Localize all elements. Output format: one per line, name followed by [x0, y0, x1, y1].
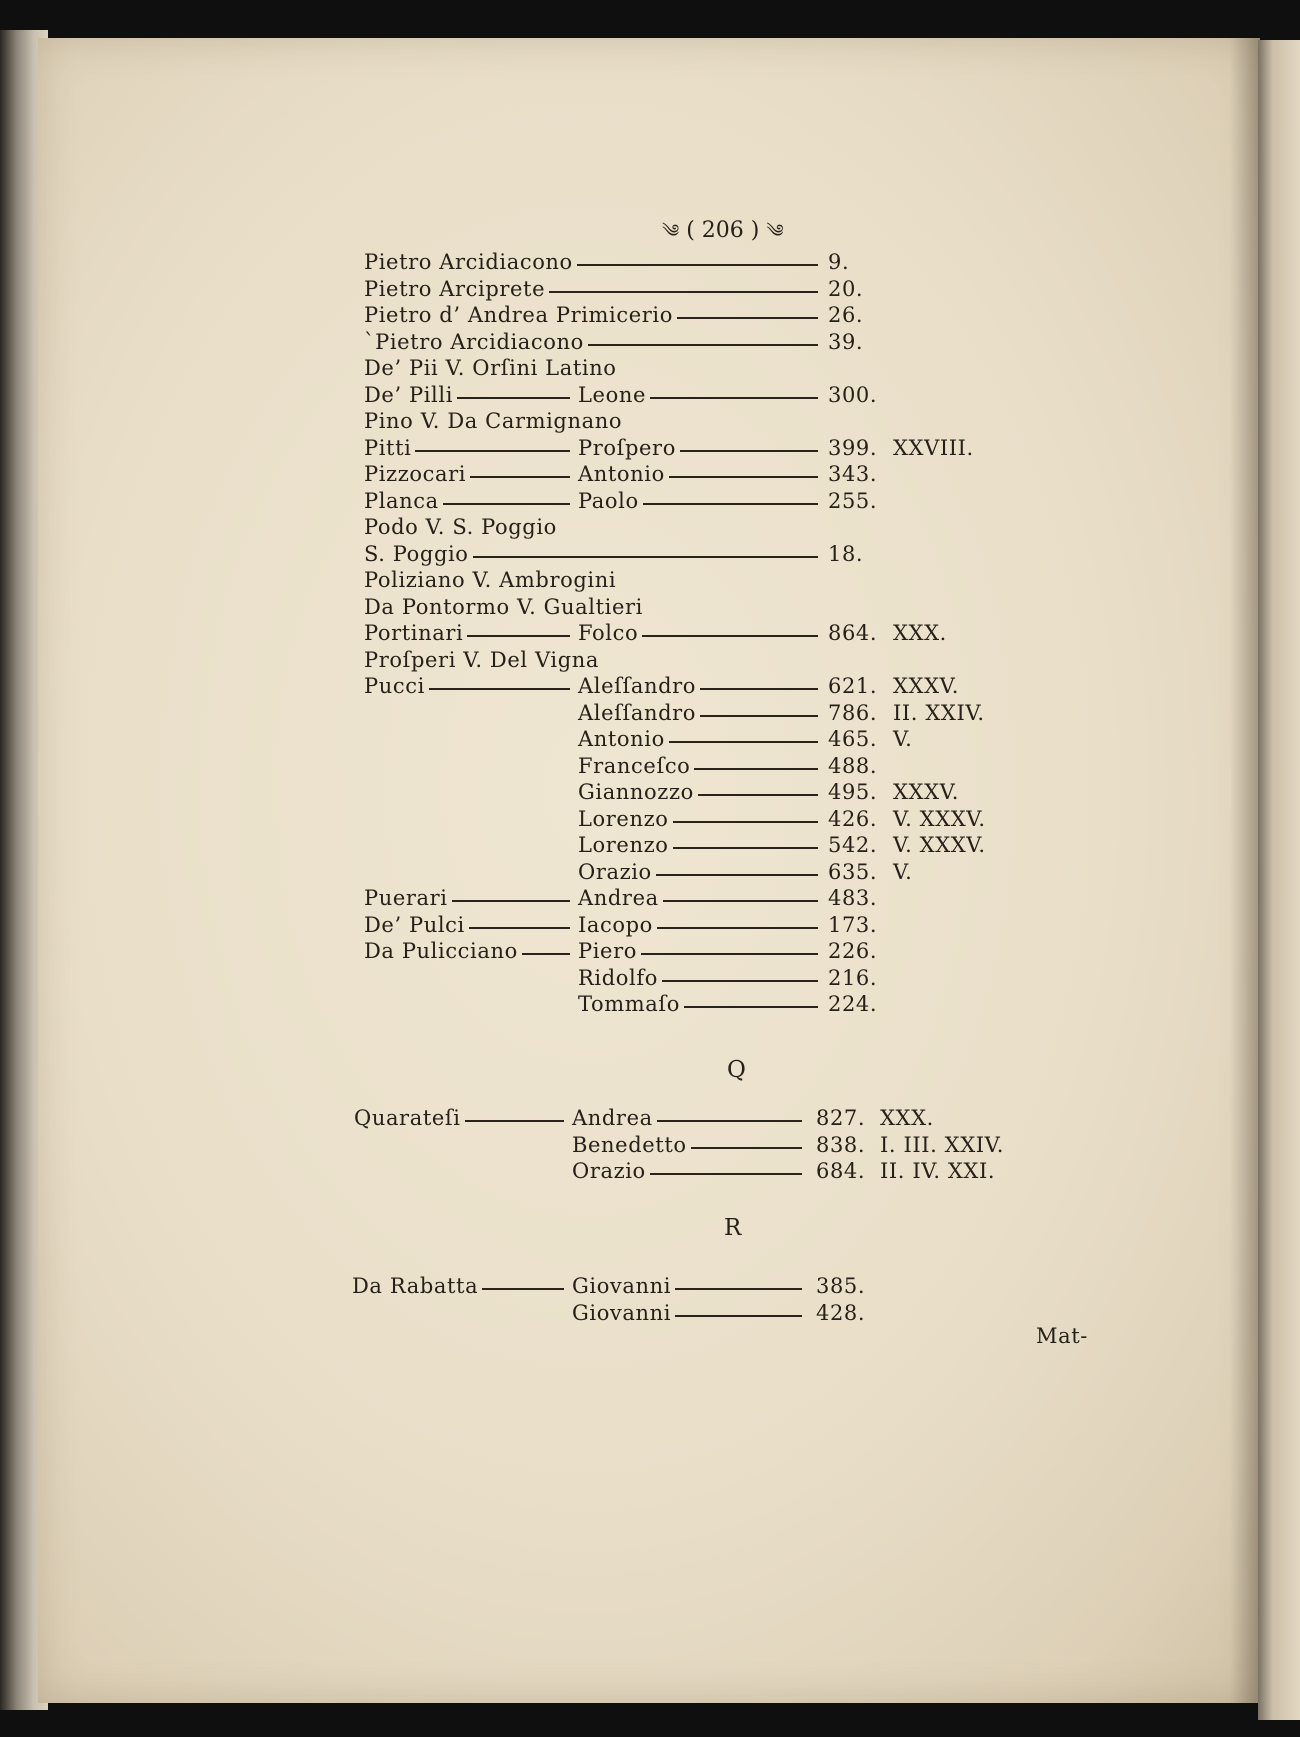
leader-dash	[677, 317, 818, 319]
entry-given-name: Lorenzo	[578, 833, 669, 857]
section-letter-r: R	[724, 1215, 742, 1241]
entry-number: 864.	[828, 621, 878, 645]
entry-given-name: Aleſſandro	[578, 700, 697, 725]
entry-number: 226.	[828, 939, 878, 963]
entry-number: 224.	[828, 992, 878, 1016]
page-header	[662, 212, 784, 262]
leader-dash	[700, 715, 818, 717]
entry-volume-ref: XXXV.	[893, 674, 960, 698]
leader-dash	[465, 1120, 564, 1122]
entry-given-name: Ridolfo	[578, 965, 658, 990]
leader-dash	[469, 927, 570, 929]
entry-number: 428.	[816, 1300, 866, 1325]
entry-surname: Pucci	[364, 674, 425, 698]
entry-given-name: Aleſſandro	[578, 674, 697, 698]
leader-dash	[680, 450, 818, 452]
entry-surname: Poliziano V. Ambrogini	[364, 568, 617, 592]
entry-number: 18.	[828, 541, 864, 566]
entry-volume-ref: XXX.	[880, 1106, 934, 1130]
entry-surname: Proſperi V. Del Vigna	[364, 647, 599, 672]
entry-number: 426.	[828, 806, 878, 831]
gutter-shadow	[1230, 38, 1260, 1703]
section-letter-q: Q	[727, 1057, 746, 1083]
leader-dash	[673, 847, 819, 849]
entry-given-name: Giannozzo	[578, 780, 694, 804]
entry-number: 786.	[828, 700, 878, 725]
entry-number: 385.	[816, 1274, 866, 1298]
entry-volume-ref: V.	[893, 727, 913, 751]
leader-dash	[662, 980, 818, 982]
entry-surname: Pitti	[364, 435, 412, 460]
entry-surname: Planca	[364, 488, 439, 513]
entry-number: 465.	[828, 727, 878, 751]
entry-surname: De’ Pii V. Orſini Latino	[364, 356, 617, 380]
leader-dash	[694, 768, 818, 770]
entry-given-name: Iacopo	[578, 912, 653, 937]
leader-dash	[657, 927, 818, 929]
entry-given-name: Orazio	[578, 859, 652, 884]
entry-surname: Pizzocari	[364, 462, 467, 486]
entry-surname: Pino V. Da Carmignano	[364, 409, 623, 433]
leader-dash	[577, 264, 818, 266]
entry-volume-ref: V. XXXV.	[893, 833, 986, 857]
entry-given-name: Proſpero	[578, 435, 676, 460]
entry-number: 343.	[828, 462, 878, 486]
entry-surname: Pietro Arcidiacono	[364, 250, 573, 274]
leader-dash	[673, 821, 819, 823]
entry-surname: Pietro d’ Andrea Primicerio	[364, 303, 673, 327]
leader-dash	[482, 1288, 564, 1290]
entry-surname: De’ Pilli	[364, 382, 454, 407]
leader-dash	[522, 953, 570, 955]
entry-surname: Podo V. S. Poggio	[364, 515, 557, 539]
leader-dash	[588, 344, 818, 346]
entry-surname: `Pietro Arcidiacono	[364, 329, 584, 354]
entry-given-name: Lorenzo	[578, 806, 669, 831]
leader-dash	[700, 688, 818, 690]
leader-dash	[443, 503, 570, 505]
leader-dash	[415, 450, 570, 452]
entry-number: 838.	[816, 1132, 866, 1157]
entry-number: 827.	[816, 1106, 866, 1130]
right-facing-leaf-edge	[1258, 40, 1300, 1720]
leader-dash	[669, 476, 818, 478]
leader-dash	[429, 688, 570, 690]
entry-given-name: Giovanni	[572, 1274, 672, 1298]
entry-given-name: Leone	[578, 382, 646, 407]
entry-given-name: Andrea	[572, 1106, 653, 1130]
page-number: ( 206 )	[686, 218, 760, 243]
leader-dash	[675, 1315, 802, 1317]
entry-volume-ref: II. XXIV.	[893, 700, 985, 725]
entry-surname: De’ Pulci	[364, 912, 465, 937]
entry-given-name: Andrea	[578, 886, 659, 910]
leader-dash	[643, 503, 818, 505]
entry-surname: Pietro Arciprete	[364, 276, 546, 301]
entry-number: 255.	[828, 488, 878, 513]
leader-dash	[457, 397, 570, 399]
leader-dash	[549, 291, 818, 293]
entry-volume-ref: I. III. XXIV.	[880, 1132, 1005, 1157]
entry-number: 483.	[828, 886, 878, 910]
entry-number: 26.	[828, 303, 864, 327]
leader-dash	[698, 794, 818, 796]
leader-dash	[656, 874, 818, 876]
entry-number: 39.	[828, 329, 864, 354]
entry-given-name: Paolo	[578, 488, 639, 513]
leader-dash	[452, 900, 570, 902]
entry-given-name: Tommaſo	[578, 992, 680, 1016]
catchword: Mat-	[1036, 1324, 1088, 1348]
entry-volume-ref: XXXV.	[893, 780, 960, 804]
entry-surname: Portinari	[364, 621, 464, 645]
entry-surname: Quarateſi	[354, 1106, 461, 1130]
entry-number: 399.	[828, 435, 878, 460]
entry-number: 621.	[828, 674, 878, 698]
entry-given-name: Orazio	[572, 1159, 646, 1183]
entry-given-name: Piero	[578, 939, 637, 963]
entry-number: 9.	[828, 250, 850, 274]
leader-dash	[663, 900, 818, 902]
entry-given-name: Benedetto	[572, 1132, 687, 1157]
entry-volume-ref: V. XXXV.	[893, 806, 986, 831]
entry-given-name: Antonio	[578, 727, 665, 751]
entry-volume-ref: XXX.	[893, 621, 947, 645]
entry-volume-ref: II. IV. XXI.	[880, 1159, 996, 1183]
entry-number: 542.	[828, 833, 878, 857]
left-ornament-icon: ༄	[662, 221, 680, 242]
entry-number: 684.	[816, 1159, 866, 1183]
leader-dash	[657, 1120, 802, 1122]
entry-number: 635.	[828, 859, 878, 884]
leader-dash	[642, 635, 818, 637]
entry-number: 173.	[828, 912, 878, 937]
entry-number: 20.	[828, 276, 864, 301]
entry-given-name: Antonio	[578, 462, 665, 486]
right-ornament-icon: ༄	[766, 221, 784, 242]
leader-dash	[650, 397, 818, 399]
leader-dash	[684, 1006, 818, 1008]
leader-dash	[641, 953, 818, 955]
leader-dash	[691, 1147, 802, 1149]
entry-surname: Puerari	[364, 886, 448, 910]
entry-number: 216.	[828, 965, 878, 990]
leader-dash	[470, 476, 570, 478]
leader-dash	[669, 741, 818, 743]
entry-number: 300.	[828, 382, 878, 407]
entry-volume-ref: XXVIII.	[893, 435, 974, 460]
entry-given-name: Giovanni	[572, 1300, 672, 1325]
entry-surname: S. Poggio	[364, 541, 469, 566]
entry-surname: Da Rabatta	[352, 1274, 479, 1298]
leader-dash	[467, 635, 570, 637]
entry-surname: Da Pontormo V. Gualtieri	[364, 594, 643, 619]
leader-dash	[675, 1288, 802, 1290]
entry-given-name: Franceſco	[578, 753, 691, 778]
entry-volume-ref: V.	[893, 859, 913, 884]
entry-surname: Da Pulicciano	[364, 939, 518, 963]
entry-number: 488.	[828, 753, 878, 778]
leader-dash	[650, 1173, 802, 1175]
entry-number: 495.	[828, 780, 878, 804]
entry-given-name: Folco	[578, 621, 639, 645]
leader-dash	[473, 556, 818, 558]
